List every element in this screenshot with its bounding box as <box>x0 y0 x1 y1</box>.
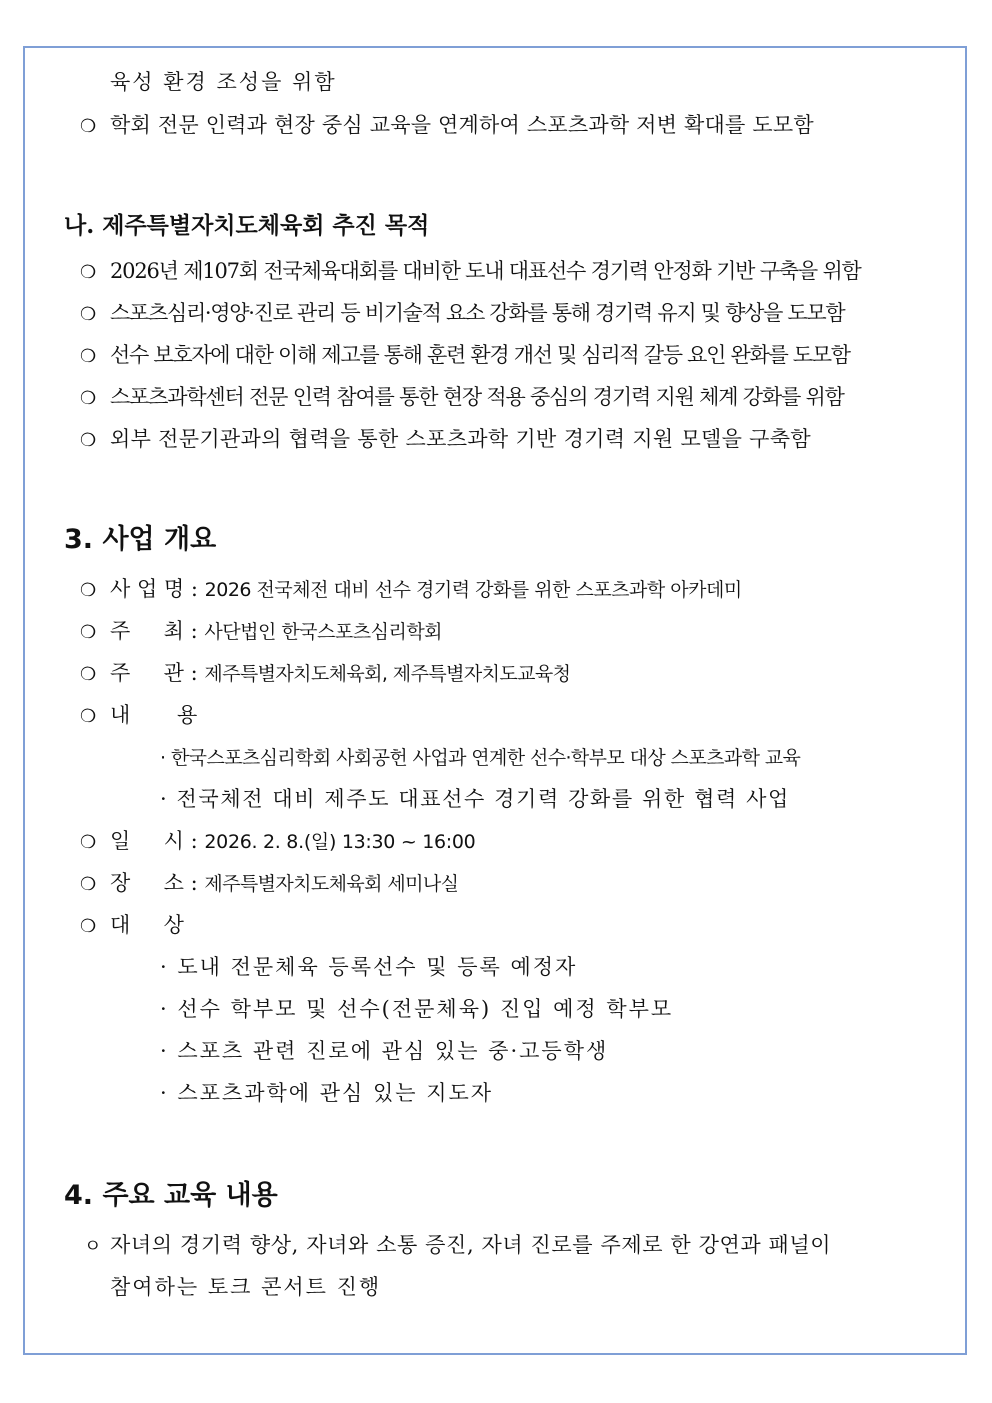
education-item <box>84 1230 831 1262</box>
purpose-item-text: 스포츠과학센터 전문 인력 참여를 통한 현장 적용 중심의 경기력 지원 체계 강화를 위함 <box>110 385 844 409</box>
overview-date-value: 2026. 2. 8.(일) 13:30 ~ 16:00 <box>204 831 476 853</box>
overview-target-item: · 도내 전문체육 등록선수 및 등록 예정자 <box>160 955 578 979</box>
purpose-item <box>80 424 811 456</box>
intro-bullet-item <box>80 110 814 142</box>
overview-name-row <box>80 574 742 606</box>
circle-bullet-icon: ❍ <box>80 346 96 367</box>
purpose-item-text: 스포츠심리·영양·진로 관리 등 비기술적 요소 강화를 통해 경기력 유지 및 향상을 도모함 <box>110 301 845 325</box>
overview-host-value: 사단법인 한국스포츠심리학회 <box>204 621 443 643</box>
circle-bullet-icon: ❍ <box>80 664 97 685</box>
overview-target-item: · 스포츠 관련 진로에 관심 있는 중·고등학생 <box>160 1039 609 1063</box>
circle-bullet-icon: ❍ <box>80 706 97 727</box>
circle-bullet-icon: ❍ <box>80 622 97 643</box>
overview-place-label: 장 소 : <box>110 871 198 895</box>
education-item-continuation: 참여하는 토크 콘서트 진행 <box>110 1275 382 1299</box>
small-circle-bullet-icon: ㅇ <box>84 1236 102 1257</box>
overview-content-item <box>160 784 790 814</box>
overview-place-row <box>80 868 458 900</box>
purpose-item-text: 2026년 제107회 전국체육대회를 대비한 도내 대표선수 경기력 안정화 기반 구축을 위함 <box>110 259 861 283</box>
overview-name-label: 사 업 명 : <box>110 577 198 601</box>
overview-content-item-text: · 전국체전 대비 제주도 대표선수 경기력 강화를 위한 협력 사업 <box>160 787 790 811</box>
intro-bullet-text: 학회 전문 인력과 현장 중심 교육을 연계하여 스포츠과학 저변 확대를 도모함 <box>110 113 814 137</box>
purpose-item <box>80 298 844 330</box>
overview-host-label: 주 최 : <box>110 619 198 643</box>
overview-place-value: 제주특별자치도체육회 세미나실 <box>204 873 459 895</box>
overview-organizer-label: 주 관 : <box>110 661 198 685</box>
circle-bullet-icon: ❍ <box>80 304 96 325</box>
education-item-text: 자녀의 경기력 향상, 자녀와 소통 증진, 자녀 진로를 주제로 한 강연과 패널이 <box>110 1233 832 1257</box>
purpose-item <box>80 382 844 414</box>
overview-content-item-text: · 한국스포츠심리학회 사회공헌 사업과 연계한 선수·학부모 대상 스포츠과학 교육 <box>160 747 801 769</box>
overview-content-item <box>160 742 800 773</box>
circle-bullet-icon: ❍ <box>80 832 97 853</box>
overview-heading: 3. 사업 개요 <box>64 524 217 555</box>
overview-name-value: 2026 전국체전 대비 선수 경기력 강화를 위한 스포츠과학 아카데미 <box>204 579 742 601</box>
circle-bullet-icon: ❍ <box>80 262 96 283</box>
education-heading: 4. 주요 교육 내용 <box>64 1180 278 1211</box>
circle-bullet-icon: ❍ <box>80 388 96 409</box>
circle-bullet-icon: ❍ <box>80 916 97 937</box>
overview-target-row <box>80 910 184 942</box>
overview-host-row <box>80 616 442 648</box>
purpose-item <box>80 256 861 288</box>
purpose-item-text: 선수 보호자에 대한 이해 제고를 통해 훈련 환경 개선 및 심리적 갈등 요인 완화를 도모함 <box>110 343 850 367</box>
circle-bullet-icon: ❍ <box>80 116 97 137</box>
purpose-item-text: 외부 전문기관과의 협력을 통한 스포츠과학 기반 경기력 지원 모델을 구축함 <box>110 427 811 451</box>
purpose-heading: 나. 제주특별자치도체육회 추진 목적 <box>64 212 430 239</box>
overview-date-row <box>80 826 475 858</box>
circle-bullet-icon: ❍ <box>80 874 97 895</box>
circle-bullet-icon: ❍ <box>80 430 97 451</box>
overview-target-label: 대 상 <box>110 913 184 937</box>
overview-target-item: · 스포츠과학에 관심 있는 지도자 <box>160 1081 494 1105</box>
overview-organizer-value: 제주특별자치도체육회, 제주특별자치도교육청 <box>204 663 571 685</box>
overview-target-item: · 선수 학부모 및 선수(전문체육) 진입 예정 학부모 <box>160 997 674 1021</box>
intro-line-continuation: 육성 환경 조성을 위함 <box>110 70 337 94</box>
overview-organizer-row <box>80 658 570 690</box>
overview-content-label: 내 용 <box>110 703 198 727</box>
overview-date-label: 일 시 : <box>110 829 198 853</box>
purpose-item <box>80 340 850 372</box>
circle-bullet-icon: ❍ <box>80 580 97 601</box>
overview-content-row <box>80 700 197 732</box>
